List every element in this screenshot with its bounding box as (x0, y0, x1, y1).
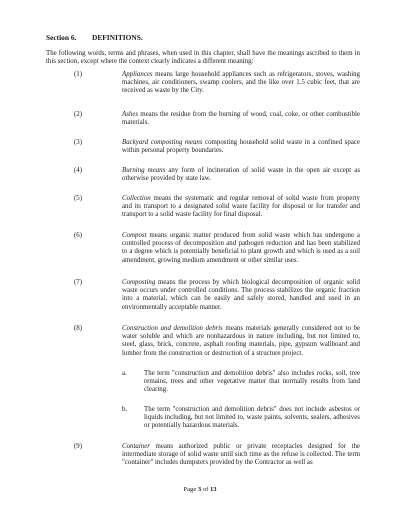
page-label: Page (183, 486, 198, 493)
page-total: 13 (209, 486, 217, 493)
page-footer (0, 486, 400, 494)
page-of-label: of (201, 486, 210, 493)
section-heading (46, 34, 143, 42)
definition-text: means large household appliances such as refrigerators, stoves, washing machines, air conditioners, swamp coolers, and the like over 1.5 cubic feet, that are received as waste by the City. (122, 71, 360, 95)
definition-term: Construction and demolition debris (122, 325, 223, 332)
section-title: DEFINITIONS. (92, 33, 143, 42)
definition-term: Ashes (122, 111, 139, 118)
definition-body (122, 443, 360, 468)
definition-body (122, 232, 360, 265)
definition-body (122, 139, 360, 155)
definition-body (122, 111, 360, 127)
definition-text: means the process by which biological decomposition of organic solid waste occurs under controlled conditions. The process stabilizes the organic fraction into a material, which can be easily and safely stored, handled and used in an environmentally acceptable manner. (122, 279, 360, 311)
definition-term: Collection (122, 195, 151, 202)
definition-number: (5) (74, 195, 83, 202)
definition-text: any form of incineration of solid waste in the open air except as otherwise provided by state law. (122, 167, 360, 183)
intro-paragraph: The following words, terms and phrases, when used in this chapter, shall have the meanings ascribed to them in this section, except where the context clearly indicates a different meaning: (46, 50, 360, 66)
definition-number: (4) (74, 167, 83, 174)
sub-item-text: The term "construction and demolition debris" also includes rocks, soil, tree remains, trees and other vegetative matter that normally results from land clearing. (144, 370, 360, 394)
definition-number: (1) (74, 71, 83, 78)
sub-item-letter: b. (122, 406, 128, 413)
definition-term: Container (122, 443, 150, 450)
definition-body (122, 279, 360, 312)
sub-item-text: The term "construction and demolition debris" does not include asbestos or liquids including, but not limited to, waste paints, solvents, sealers, adhesives or potentially hazardous materials. (144, 406, 360, 430)
definition-number: (7) (74, 279, 83, 286)
definition-number: (9) (74, 443, 83, 450)
definition-body (122, 167, 360, 183)
definition-number: (6) (74, 232, 83, 239)
definition-body (122, 195, 360, 220)
definition-term: Composting (122, 279, 156, 286)
definition-term: Appliances (122, 71, 153, 78)
sub-item-letter: a. (122, 370, 127, 377)
definition-number: (8) (74, 325, 83, 332)
definition-number: (3) (74, 139, 83, 146)
definition-term: Backyard composting means (122, 139, 203, 146)
definition-term: Burning means (122, 167, 166, 174)
definition-text: means the systematic and regular removal of solid waste from property and its transport to a designated solid waste facility for disposal or for transfer and transport to a solid waste facility for final disposal. (122, 195, 360, 219)
definition-body (122, 325, 360, 358)
definition-text: means materials generally considered not to be water soluble and which are nonhazardous in nature including, but not limited to, steel, glass, brick, concrete, asphalt roofing materials, pipe, gypsum wallboard and lumber from the construction or destruction of a structure project. (122, 325, 360, 357)
definition-text: means authorized public or private receptacles designed for the intermediate storage of solid waste until such time as the refuse is collected. The term "container" includes dumpsters provided by the Contractor as well as (122, 443, 360, 467)
definition-text: composting household solid waste in a confined space within personal property boundaries. (122, 139, 360, 155)
definition-term: Compost (122, 232, 147, 239)
definition-number: (2) (74, 111, 83, 118)
definition-text: means organic matter produced from solid waste which has undergone a controlled process of decomposition and pathogen reduction and has been stabilized to a degree which is potentially beneficial to plant growth and which is used as a soil amendment, growing medium amendment or other similar uses. (122, 232, 360, 264)
page-number: 3 (197, 486, 202, 493)
section-number: Section 6. (46, 33, 77, 42)
definition-body (122, 71, 360, 96)
definition-text: means the residue from the burning of wood, coal, coke, or other combustible materials. (122, 111, 360, 127)
